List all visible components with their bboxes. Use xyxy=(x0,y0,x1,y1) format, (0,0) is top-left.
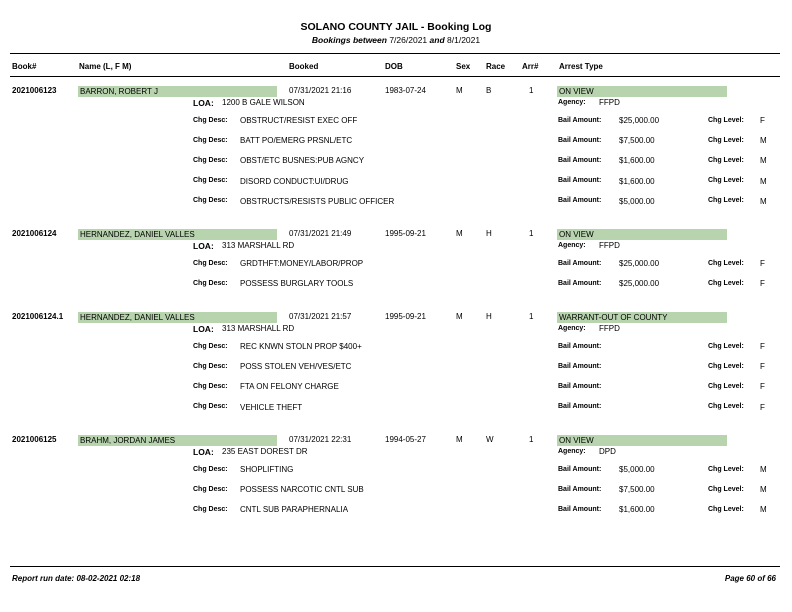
charge-level: M xyxy=(760,176,767,186)
bail-amount-label: Bail Amount: xyxy=(558,279,602,287)
chg-level-label: Chg Level: xyxy=(708,259,744,267)
inmate-name: BRAHM, JORDAN JAMES xyxy=(78,435,277,446)
charge-description: FTA ON FELONY CHARGE xyxy=(240,382,339,392)
inmate-name: HERNANDEZ, DANIEL VALLES xyxy=(78,229,277,240)
col-dob: DOB xyxy=(385,62,403,71)
bail-amount: $1,600.00 xyxy=(619,505,655,515)
subtitle-and: and xyxy=(429,35,445,45)
bail-amount: $7,500.00 xyxy=(619,485,655,495)
date-of-birth: 1994-05-27 xyxy=(385,435,426,444)
bail-amount-label: Bail Amount: xyxy=(558,156,602,164)
arrest-type: ON VIEW xyxy=(557,435,727,446)
loa-label: LOA: xyxy=(193,324,214,334)
chg-desc-label: Chg Desc: xyxy=(193,382,228,390)
bail-amount-label: Bail Amount: xyxy=(558,362,602,370)
chg-level-label: Chg Level: xyxy=(708,197,744,205)
bail-amount-label: Bail Amount: xyxy=(558,197,602,205)
chg-desc-label: Chg Desc: xyxy=(193,136,228,144)
booking-number: 2021006124 xyxy=(12,229,57,238)
charge-level: F xyxy=(760,259,765,268)
bail-amount-label: Bail Amount: xyxy=(558,259,602,267)
agency-label: Agency: xyxy=(558,241,586,249)
date-of-birth: 1995-09-21 xyxy=(385,312,426,321)
col-book: Book# xyxy=(12,62,37,71)
charge-level: F xyxy=(760,116,765,125)
bail-amount: $7,500.00 xyxy=(619,136,655,146)
loa-label: LOA: xyxy=(193,98,214,108)
bail-amount-label: Bail Amount: xyxy=(558,403,602,411)
charge-level: F xyxy=(760,279,765,289)
bail-amount-label: Bail Amount: xyxy=(558,465,602,473)
chg-desc-label: Chg Desc: xyxy=(193,505,228,513)
chg-level-label: Chg Level: xyxy=(708,279,744,287)
charge-level: M xyxy=(760,485,767,495)
loa-value: 313 MARSHALL RD xyxy=(222,324,295,333)
col-name: Name (L, F M) xyxy=(79,62,132,71)
bail-amount-label: Bail Amount: xyxy=(558,136,602,144)
col-booked: Booked xyxy=(289,62,319,71)
bail-amount-label: Bail Amount: xyxy=(558,505,602,513)
chg-level-label: Chg Level: xyxy=(708,485,744,493)
report-title: SOLANO COUNTY JAIL - Booking Log xyxy=(300,21,492,33)
arrest-number: 1 xyxy=(529,312,534,321)
charge-description: REC KNWN STOLN PROP $400+ xyxy=(240,342,362,351)
charge-description: POSS STOLEN VEH/VES/ETC xyxy=(240,362,352,372)
col-arr: Arr# xyxy=(522,62,539,71)
booking-number: 2021006124.1 xyxy=(12,312,64,321)
chg-level-label: Chg Level: xyxy=(708,116,744,124)
loa-label: LOA: xyxy=(193,241,214,251)
booked-datetime: 07/31/2021 21:49 xyxy=(289,229,352,238)
bail-amount-label: Bail Amount: xyxy=(558,177,602,185)
date-of-birth: 1995-09-21 xyxy=(385,229,426,238)
bail-amount: $25,000.00 xyxy=(619,116,660,125)
charge-description: POSSESS BURGLARY TOOLS xyxy=(240,279,354,289)
chg-desc-label: Chg Desc: xyxy=(193,197,228,205)
charge-description: OBSTRUCT/RESIST EXEC OFF xyxy=(240,116,358,125)
charge-description: DISORD CONDUCT:UI/DRUG xyxy=(240,176,349,186)
booking-number: 2021006125 xyxy=(12,435,57,444)
charge-description: CNTL SUB PARAPHERNALIA xyxy=(240,505,349,515)
agency-value: FFPD xyxy=(599,324,620,333)
page-number: Page 60 of 66 xyxy=(724,574,776,583)
agency-label: Agency: xyxy=(558,98,586,106)
charge-level: F xyxy=(760,382,765,392)
inmate-name: HERNANDEZ, DANIEL VALLES xyxy=(78,312,277,323)
charge-description: SHOPLIFTING xyxy=(240,465,294,474)
bail-amount: $5,000.00 xyxy=(619,465,655,474)
charge-description: BATT PO/EMERG PRSNL/ETC xyxy=(240,136,353,146)
charge-level: F xyxy=(760,342,765,351)
loa-label: LOA: xyxy=(193,447,214,457)
sex: M xyxy=(456,435,463,444)
col-arrest-type: Arrest Type xyxy=(559,62,603,71)
sex: M xyxy=(456,86,463,95)
charge-description: VEHICLE THEFT xyxy=(240,402,303,412)
agency-label: Agency: xyxy=(558,447,586,455)
charge-description: POSSESS NARCOTIC CNTL SUB xyxy=(240,485,364,495)
booked-datetime: 07/31/2021 22:31 xyxy=(289,435,352,444)
arrest-number: 1 xyxy=(529,229,534,238)
charge-level: M xyxy=(760,156,767,166)
charge-description: OBST/ETC BUSNES:PUB AGNCY xyxy=(240,156,365,166)
end-date: 8/1/2021 xyxy=(447,35,481,45)
bail-amount: $25,000.00 xyxy=(619,279,660,289)
agency-value: FFPD xyxy=(599,98,620,107)
charge-description: GRDTHFT:MONEY/LABOR/PROP xyxy=(240,259,364,268)
chg-level-label: Chg Level: xyxy=(708,362,744,370)
inmate-name: BARRON, ROBERT J xyxy=(78,86,277,97)
arrest-type: WARRANT-OUT OF COUNTY xyxy=(557,312,727,323)
charge-level: M xyxy=(760,465,767,474)
booked-datetime: 07/31/2021 21:16 xyxy=(289,86,352,95)
chg-level-label: Chg Level: xyxy=(708,505,744,513)
start-date: 7/26/2021 xyxy=(389,35,428,45)
chg-desc-label: Chg Desc: xyxy=(193,177,228,185)
bail-amount-label: Bail Amount: xyxy=(558,116,602,124)
report-subtitle xyxy=(0,35,792,45)
date-of-birth: 1983-07-24 xyxy=(385,86,426,95)
charge-level: F xyxy=(760,402,765,412)
agency-value: FFPD xyxy=(599,241,620,250)
race: W xyxy=(486,435,494,444)
bail-amount-label: Bail Amount: xyxy=(558,485,602,493)
chg-desc-label: Chg Desc: xyxy=(193,279,228,287)
subtitle-prefix: Bookings between xyxy=(311,35,387,45)
report-run-date: Report run date: 08-02-2021 02:18 xyxy=(12,574,141,583)
chg-level-label: Chg Level: xyxy=(708,177,744,185)
arrest-type: ON VIEW xyxy=(557,86,727,97)
sex: M xyxy=(456,312,463,321)
header-rule-top xyxy=(10,53,780,54)
booking-number: 2021006123 xyxy=(12,86,57,95)
race: H xyxy=(486,229,492,238)
chg-level-label: Chg Level: xyxy=(708,465,744,473)
chg-desc-label: Chg Desc: xyxy=(193,259,228,267)
chg-desc-label: Chg Desc: xyxy=(193,342,228,350)
chg-desc-label: Chg Desc: xyxy=(193,465,228,473)
booked-datetime: 07/31/2021 21:57 xyxy=(289,312,352,321)
col-sex: Sex xyxy=(456,62,471,71)
charge-level: M xyxy=(760,196,767,206)
bail-amount-label: Bail Amount: xyxy=(558,342,602,350)
agency-label: Agency: xyxy=(558,324,586,332)
chg-level-label: Chg Level: xyxy=(708,156,744,164)
arrest-type: ON VIEW xyxy=(557,229,727,240)
header-rule-bottom xyxy=(10,76,780,77)
bail-amount: $5,000.00 xyxy=(619,196,655,206)
chg-level-label: Chg Level: xyxy=(708,342,744,350)
chg-desc-label: Chg Desc: xyxy=(193,485,228,493)
col-race: Race xyxy=(486,62,506,71)
chg-level-label: Chg Level: xyxy=(708,382,744,390)
loa-value: 235 EAST DOREST DR xyxy=(222,447,308,456)
sex: M xyxy=(456,229,463,238)
charge-level: M xyxy=(760,136,767,146)
loa-value: 313 MARSHALL RD xyxy=(222,241,295,250)
bail-amount: $1,600.00 xyxy=(619,176,655,186)
loa-value: 1200 B GALE WILSON xyxy=(222,98,305,107)
charge-level: F xyxy=(760,362,765,372)
bail-amount-label: Bail Amount: xyxy=(558,382,602,390)
chg-desc-label: Chg Desc: xyxy=(193,116,228,124)
chg-desc-label: Chg Desc: xyxy=(193,403,228,411)
bail-amount: $1,600.00 xyxy=(619,156,655,166)
bail-amount: $25,000.00 xyxy=(619,259,660,268)
chg-level-label: Chg Level: xyxy=(708,136,744,144)
charge-description: OBSTRUCTS/RESISTS PUBLIC OFFICER xyxy=(240,196,395,206)
race: B xyxy=(486,86,492,95)
charge-level: M xyxy=(760,505,767,515)
footer-rule xyxy=(10,566,780,567)
race: H xyxy=(486,312,492,321)
chg-level-label: Chg Level: xyxy=(708,403,744,411)
arrest-number: 1 xyxy=(529,435,534,444)
chg-desc-label: Chg Desc: xyxy=(193,362,228,370)
chg-desc-label: Chg Desc: xyxy=(193,156,228,164)
agency-value: DPD xyxy=(599,447,616,456)
arrest-number: 1 xyxy=(529,86,534,95)
